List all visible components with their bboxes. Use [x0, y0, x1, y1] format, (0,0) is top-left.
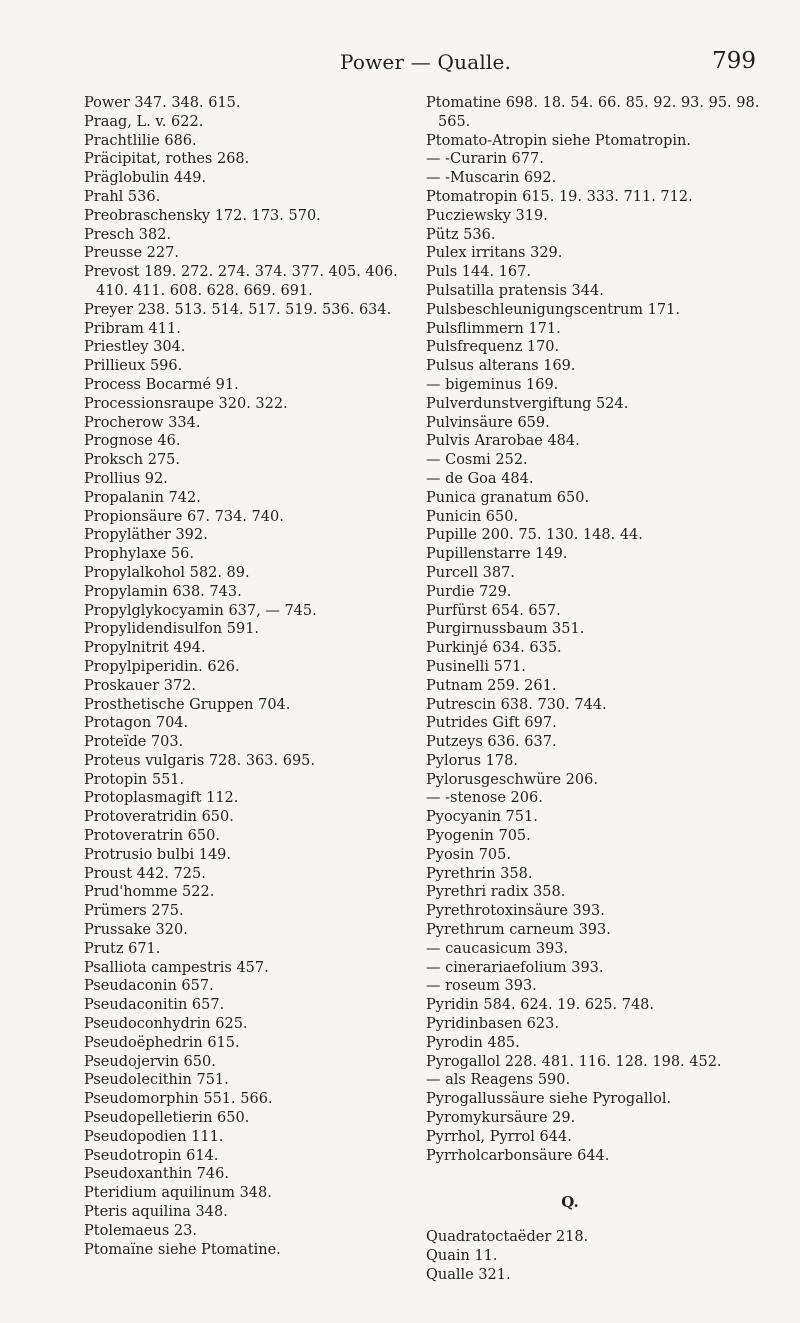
index-entry: Pupille 200. 75. 130. 148. 44.: [426, 527, 643, 544]
index-entry: Pulsfrequenz 170.: [426, 339, 560, 356]
index-entry: Priestley 304.: [84, 339, 186, 356]
index-entry: Praag, L. v. 622.: [84, 113, 204, 130]
index-entry: Prussake 320.: [84, 922, 188, 939]
index-entry: Qualle 321.: [426, 1266, 511, 1283]
index-entry: Prollius 92.: [84, 470, 168, 487]
index-entry: Pylorusgeschwüre 206.: [426, 771, 598, 788]
index-entry: Protoveratridin 650.: [84, 809, 234, 826]
index-entry: Pylorus 178.: [426, 752, 518, 769]
index-entry: Ptomaïne siehe Ptomatine.: [84, 1241, 281, 1258]
index-entry: Pseudaconin 657.: [84, 978, 214, 995]
index-entry: — -Curarin 677.: [426, 151, 544, 168]
index-entry: Propylglykocyamin 637, — 745.: [84, 602, 317, 619]
index-entry: Pseudojervin 650.: [84, 1053, 216, 1070]
index-entry: Prognose 46.: [84, 433, 181, 450]
index-entry: Proksch 275.: [84, 452, 180, 469]
index-entry: — roseum 393.: [426, 978, 537, 995]
index-entry: Pyrogallussäure siehe Pyrogallol.: [426, 1091, 672, 1108]
index-entry: Pseudopelletierin 650.: [84, 1110, 250, 1127]
index-entry: Pyridinbasen 623.: [426, 1016, 559, 1033]
index-entry: Pütz 536.: [426, 226, 496, 243]
index-entry: Pulvinsäure 659.: [426, 414, 550, 431]
index-entry: Purgirnussbaum 351.: [426, 621, 585, 638]
index-entry: Pyrrhol, Pyrrol 644.: [426, 1128, 572, 1145]
index-entry: Pupillenstarre 149.: [426, 546, 568, 563]
index-entry: Prillieux 596.: [84, 358, 183, 375]
index-entry: Prosthetische Gruppen 704.: [84, 696, 291, 713]
index-entry: Ptomato-Atropin siehe Ptomatropin.: [426, 132, 691, 149]
index-entry: — bigeminus 169.: [426, 376, 559, 393]
index-entry: Pseudotropin 614.: [84, 1147, 219, 1164]
index-entry: Pseudomorphin 551. 566.: [84, 1091, 273, 1108]
index-entry: Psalliota campestris 457.: [84, 959, 269, 976]
index-column-left: [84, 94, 402, 1259]
index-entry: Pseudoxanthin 746.: [84, 1166, 229, 1183]
index-entry: Putnam 259. 261.: [426, 677, 557, 694]
index-entries-p: [426, 94, 774, 1165]
index-entry: Propyläther 392.: [84, 527, 208, 544]
index-entry: Propylidendisulfon 591.: [84, 621, 260, 638]
index-entry: Proteïde 703.: [84, 734, 184, 751]
index-entry: Prophylaxe 56.: [84, 546, 194, 563]
index-entry: Putzeys 636. 637.: [426, 734, 557, 751]
index-entry: Pseudopodien 111.: [84, 1128, 224, 1145]
index-entry: Preyer 238. 513. 514. 517. 519. 536. 634.: [84, 301, 392, 318]
index-entry: Protrusio bulbi 149.: [84, 846, 232, 863]
index-entry: Prutz 671.: [84, 940, 161, 957]
index-entry: Pyrethri radix 358.: [426, 884, 566, 901]
index-entry: Präglobulin 449.: [84, 170, 207, 187]
running-head: [0, 50, 800, 86]
index-entry: Purdie 729.: [426, 583, 512, 600]
index-entry: Pyocyanin 751.: [426, 809, 538, 826]
index-entry: Prahl 536.: [84, 188, 161, 205]
index-entry: Pulsbeschleunigungscentrum 171.: [426, 301, 680, 318]
index-entry: Punica granatum 650.: [426, 489, 590, 506]
index-entry: — -Muscarin 692.: [426, 170, 557, 187]
index-entry: — caucasicum 393.: [426, 940, 569, 957]
index-entry: Propionsäure 67. 734. 740.: [84, 508, 284, 525]
index-entry: Preobraschensky 172. 173. 570.: [84, 207, 321, 224]
index-entry: Pulverdunstvergiftung 524.: [426, 395, 629, 412]
index-entry: Pyrogallol 228. 481. 116. 128. 198. 452.: [426, 1053, 722, 1070]
index-entry: Purkinjé 634. 635.: [426, 640, 562, 657]
index-entry: — -stenose 206.: [426, 790, 543, 807]
index-entry: Proteus vulgaris 728. 363. 695.: [84, 752, 316, 769]
index-entry: — cinerariaefolium 393.: [426, 959, 604, 976]
index-entry: — als Reagens 590.: [426, 1072, 571, 1089]
index-entry: Power 347. 348. 615.: [84, 95, 241, 111]
index-entry: Pyrethrin 358.: [426, 865, 533, 882]
index-entry: Protoplasmagift 112.: [84, 790, 239, 807]
index-entry: Pyromykursäure 29.: [426, 1110, 576, 1127]
section-letter-q: Q.: [561, 1193, 579, 1212]
index-entry: Propylnitrit 494.: [84, 640, 206, 657]
index-entry: — de Goa 484.: [426, 470, 534, 487]
index-entry: Pseudoëphedrin 615.: [84, 1034, 240, 1051]
index-entry: Protoveratrin 650.: [84, 828, 220, 845]
index-entry: Pyrethrum carneum 393.: [426, 922, 611, 939]
index-entry: Pulex irritans 329.: [426, 245, 563, 262]
index-column-right: [426, 94, 774, 1285]
index-entry: Pyrodin 485.: [426, 1034, 520, 1051]
index-entry: Pulsus alterans 169.: [426, 358, 576, 375]
index-entry: Propylamin 638. 743.: [84, 583, 242, 600]
index-entry: Presch 382.: [84, 226, 172, 243]
index-entry: Puls 144. 167.: [426, 264, 531, 281]
index-entry: Präcipitat, rothes 268.: [84, 151, 250, 168]
index-entry: Pyogenin 705.: [426, 828, 531, 845]
index-entry: Pseudaconitin 657.: [84, 997, 225, 1014]
index-entry: Pulsatilla pratensis 344.: [426, 282, 604, 299]
index-entry: Propylalkohol 582. 89.: [84, 564, 250, 581]
index-entry: Quain 11.: [426, 1248, 498, 1265]
index-entry: Prud'homme 522.: [84, 884, 215, 901]
index-entry: Ptomatine 698. 18. 54. 66. 85. 92. 93. 95. 98. 565.: [426, 95, 760, 130]
index-entry: Pulsflimmern 171.: [426, 320, 561, 337]
index-entry: Pteris aquilina 348.: [84, 1204, 228, 1221]
index-entry: Pyrethrotoxinsäure 393.: [426, 903, 605, 920]
index-entry: — Cosmi 252.: [426, 452, 528, 469]
index-entry: Procherow 334.: [84, 414, 201, 431]
index-entries-q: [426, 1228, 774, 1284]
index-entry: Pseudoconhydrin 625.: [84, 1016, 248, 1033]
index-entry: Punicin 650.: [426, 508, 519, 525]
index-entry: Pusinelli 571.: [426, 658, 526, 675]
page-number: 799: [712, 48, 756, 74]
index-entry: Pribram 411.: [84, 320, 181, 337]
index-entry: Pulvis Ararobae 484.: [426, 433, 580, 450]
index-entry: Pyridin 584. 624. 19. 625. 748.: [426, 997, 655, 1014]
index-entry: Putrescin 638. 730. 744.: [426, 696, 607, 713]
index-entry: Proust 442. 725.: [84, 865, 206, 882]
index-entry: Prümers 275.: [84, 903, 184, 920]
index-entry: Ptolemaeus 23.: [84, 1222, 197, 1239]
index-entry: Protagon 704.: [84, 715, 189, 732]
index-entry: Prevost 189. 272. 274. 374. 377. 405. 406. 410. 411. 608. 628. 669. 691.: [84, 264, 398, 299]
running-title: Power — Qualle.: [340, 50, 512, 74]
index-entry: Ptomatropin 615. 19. 333. 711. 712.: [426, 188, 693, 205]
index-entry: Propalanin 742.: [84, 489, 201, 506]
index-entry: Propylpiperidin. 626.: [84, 658, 240, 675]
index-entry: Purcell 387.: [426, 564, 515, 581]
index-entry: Purfürst 654. 657.: [426, 602, 561, 619]
index-entry: Pseudolecithin 751.: [84, 1072, 229, 1089]
index-entry: Pteridium aquilinum 348.: [84, 1185, 272, 1202]
index-entry: Process Bocarmé 91.: [84, 376, 239, 393]
index-entry: Prachtlilie 686.: [84, 132, 197, 149]
index-entry: Pucziewsky 319.: [426, 207, 548, 224]
index-entry: Processionsraupe 320. 322.: [84, 395, 288, 412]
index-entry: Protopin 551.: [84, 771, 185, 788]
index-entry: Proskauer 372.: [84, 677, 197, 694]
index-entry: Preusse 227.: [84, 245, 179, 262]
index-entry: Quadratoctaëder 218.: [426, 1229, 589, 1246]
index-entry: Pyosin 705.: [426, 846, 511, 863]
index-entry: Putrides Gift 697.: [426, 715, 557, 732]
index-entry: Pyrrholcarbonsäure 644.: [426, 1147, 610, 1164]
